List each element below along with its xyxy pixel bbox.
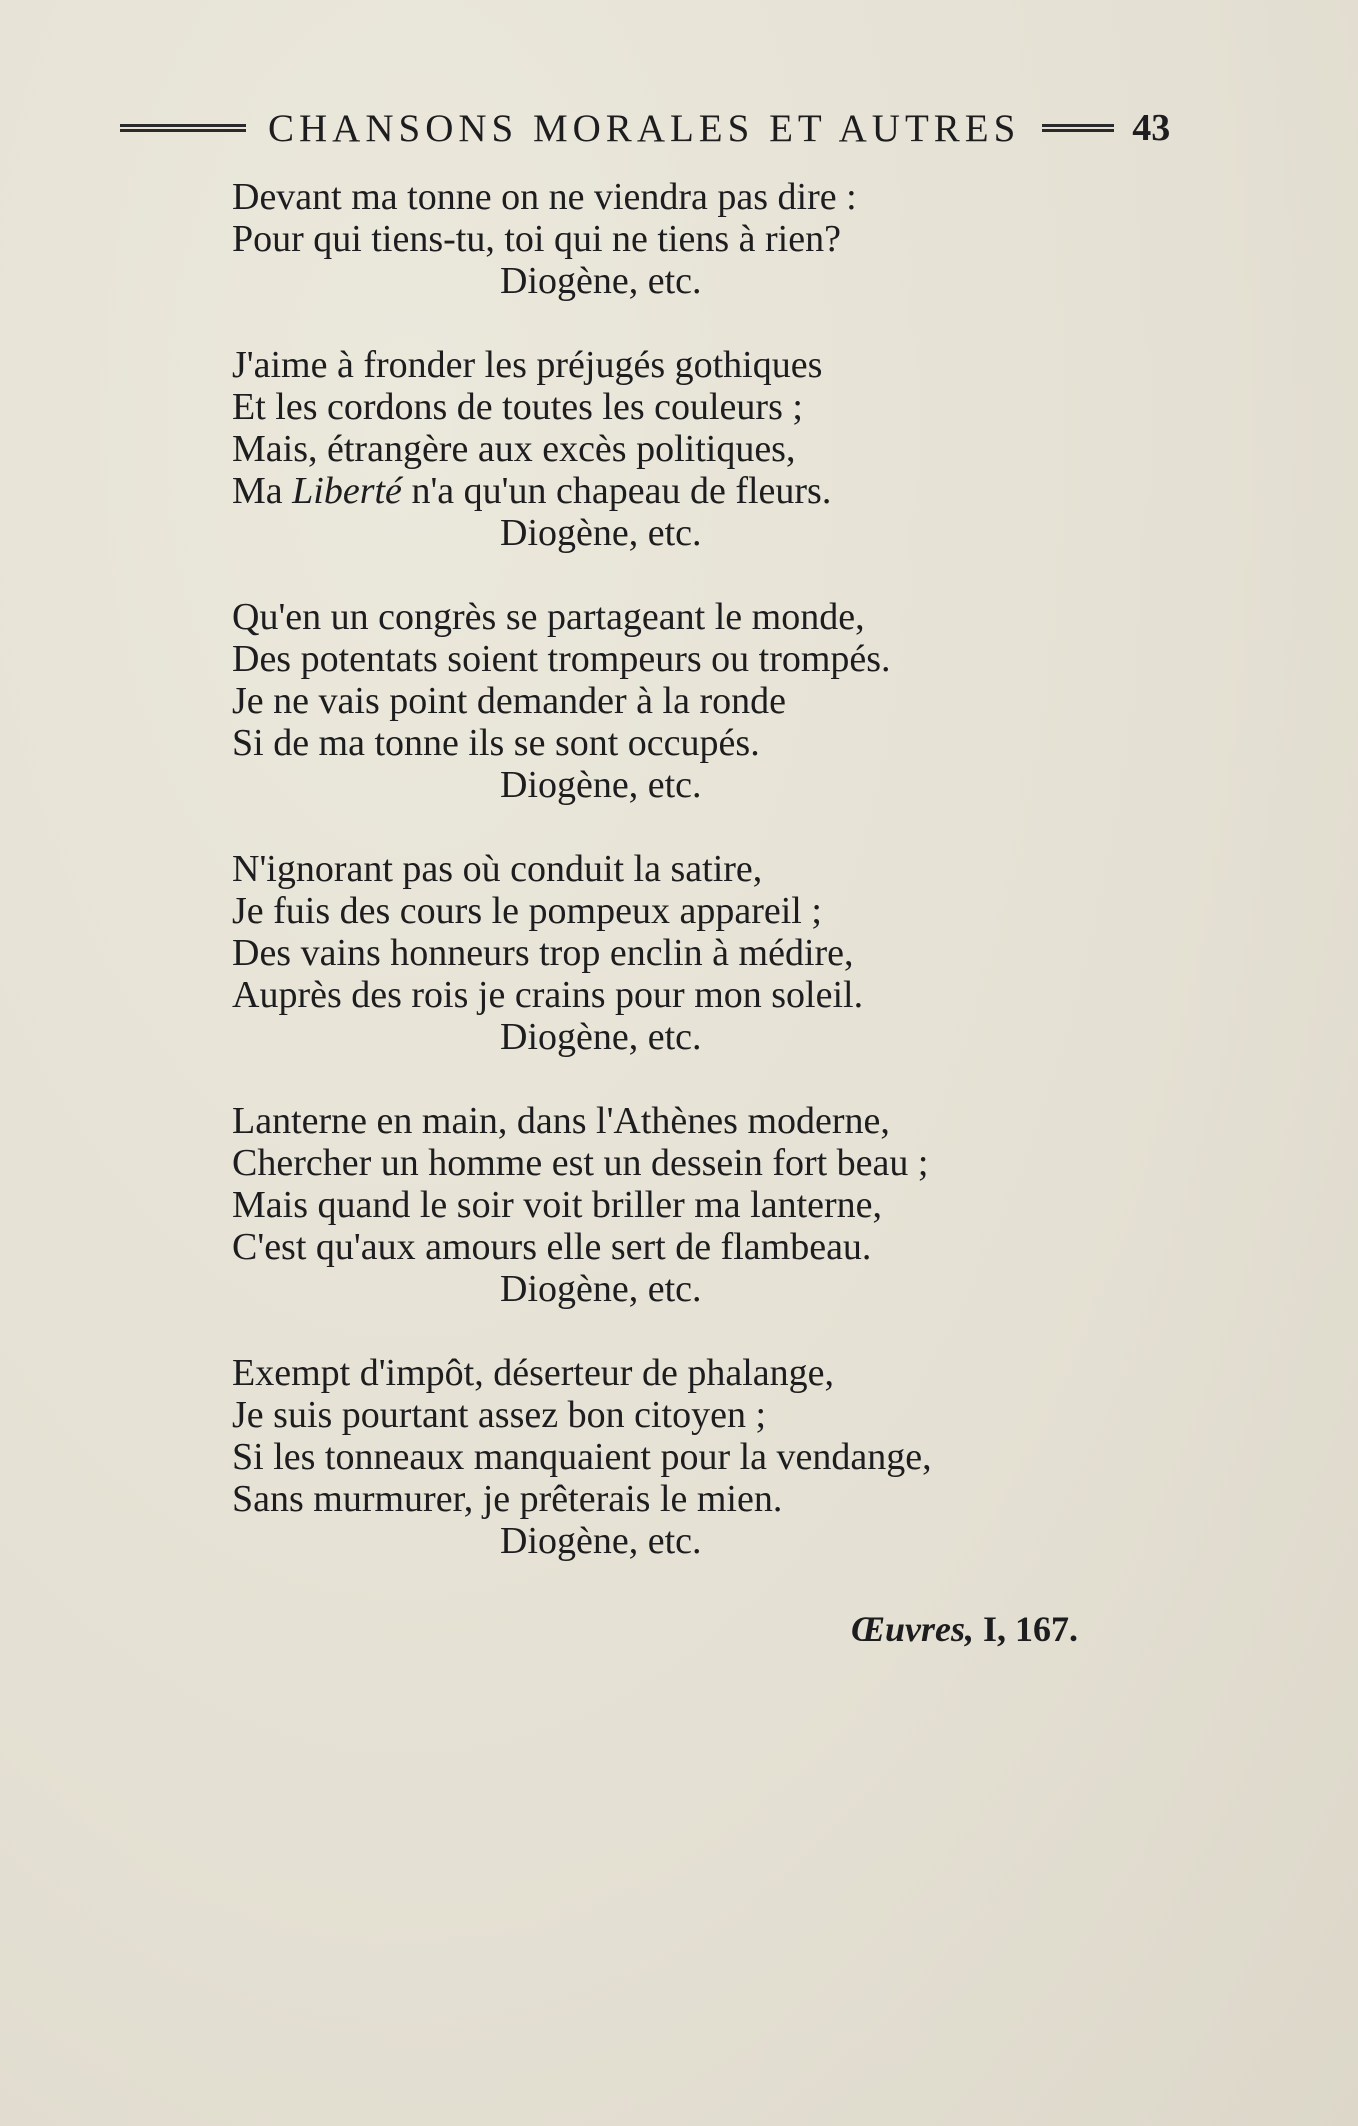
stanza-4 [232,848,1132,1058]
verse-line: Des vains honneurs trop enclin à médire, [232,932,854,974]
refrain-line: Diogène, etc. [500,1268,702,1310]
verse-line: Si de ma tonne ils se sont occupés. [232,722,760,764]
page-number: 43 [1132,107,1171,149]
verse-line: Devant ma tonne on ne viendra pas dire : [232,176,857,218]
citation-work: Œuvres, [851,1609,974,1649]
refrain-line: Diogène, etc. [500,1016,702,1058]
verse-line-with-italic [232,470,1132,512]
refrain-line: Diogène, etc. [500,512,702,554]
refrain-line: Diogène, etc. [500,1520,702,1562]
verse-line: Exempt d'impôt, déserteur de phalange, [232,1352,834,1394]
verse-line: Des potentats soient trompeurs ou trompés. [232,638,891,680]
stanza-3 [232,596,1132,806]
header-rule-right [1042,124,1114,132]
poem-body [232,176,1132,1604]
verse-line: J'aime à fronder les préjugés gothiques [232,344,823,386]
verse-text: Ma [232,470,293,512]
verse-line: Et les cordons de toutes les couleurs ; [232,386,803,428]
stanza-6 [232,1352,1132,1562]
verse-line: Pour qui tiens-tu, toi qui ne tiens à rien? [232,218,841,260]
italic-word: Liberté [292,470,402,512]
verse-line: Lanterne en main, dans l'Athènes moderne, [232,1100,890,1142]
running-head [120,100,1200,156]
verse-line: Sans murmurer, je prêterais le mien. [232,1478,783,1520]
verse-line: Auprès des rois je crains pour mon soleil. [232,974,864,1016]
refrain-line: Diogène, etc. [500,764,702,806]
verse-text: n'a qu'un chapeau de fleurs. [401,470,832,512]
citation-reference: I, 167. [973,1609,1078,1649]
verse-line: Je fuis des cours le pompeux appareil ; [232,890,822,932]
verse-line: Chercher un homme est un dessein fort beau ; [232,1142,929,1184]
header-rule-left [120,124,246,132]
stanza-1 [232,176,1132,302]
running-title: CHANSONS MORALES ET AUTRES [268,106,1021,150]
stanza-2 [232,344,1132,554]
verse-line: Mais quand le soir voit briller ma lanterne, [232,1184,883,1226]
verse-line: Je ne vais point demander à la ronde [232,680,786,722]
verse-line: Je suis pourtant assez bon citoyen ; [232,1394,767,1436]
verse-line: Mais, étrangère aux excès politiques, [232,428,796,470]
verse-line: N'ignorant pas où conduit la satire, [232,848,763,890]
stanza-5 [232,1100,1132,1310]
verse-line: Qu'en un congrès se partageant le monde, [232,596,865,638]
refrain-line: Diogène, etc. [500,260,702,302]
verse-line: C'est qu'aux amours elle sert de flambeau. [232,1226,872,1268]
verse-line: Si les tonneaux manquaient pour la vendange, [232,1436,932,1478]
source-citation [700,1608,1078,1650]
